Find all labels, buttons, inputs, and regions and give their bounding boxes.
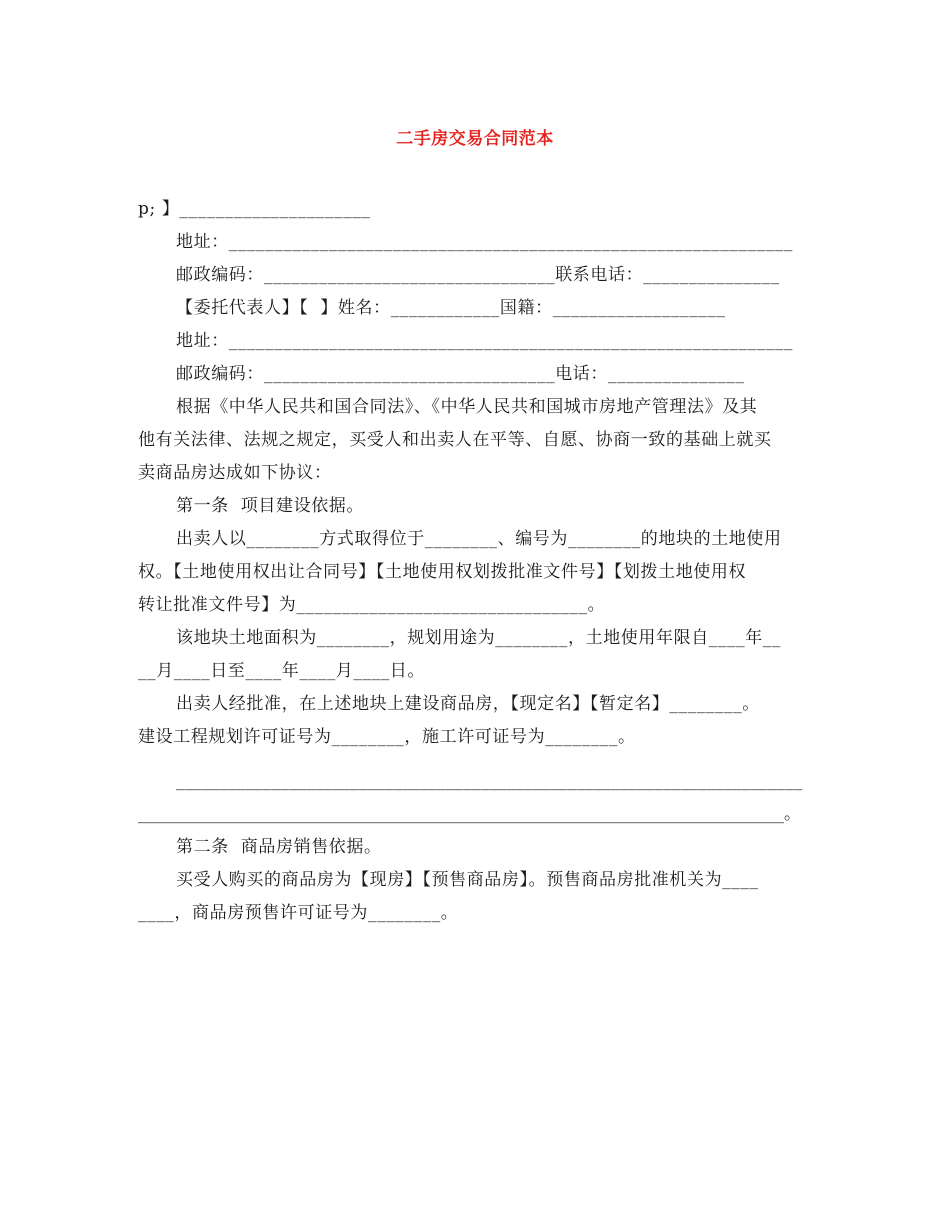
article-1-para-3-line-1: 出卖人经批准，在上述地块上建设商品房，【现定名】【暂定名】________。 bbox=[176, 694, 760, 714]
article-2-para-line-2: ____，商品房预售许可证号为________。 bbox=[138, 903, 459, 923]
preamble-line-2: 他有关法律、法规之规定，买受人和出卖人在平等、自愿、协商一致的基础上就买 bbox=[138, 430, 772, 450]
article-1-para-1-line-2: 权。【土地使用权出让合同号】【土地使用权划拨批准文件号】【划拨土地使用权 bbox=[138, 562, 747, 582]
address-line: 地址：______________________________________________________________ bbox=[176, 232, 793, 252]
blank-line-1: ________________________________________________________________________ bbox=[176, 771, 803, 791]
article-1-para-2-line-1: 该地块土地面积为________，规划用途为________，土地使用年限自____年__ bbox=[176, 628, 781, 648]
article-2-para-line-1: 买受人购买的商品房为【现房】【预售商品房】。预售商品房批准机关为____ bbox=[176, 870, 759, 890]
agent-postal-phone-line: 邮政编码：________________________________电话：_______________ bbox=[176, 364, 745, 384]
preamble-line-3: 卖商品房达成如下协议： bbox=[138, 463, 332, 483]
blank-line-2: ____________________________________________________________________________。 bbox=[138, 804, 801, 824]
article-1-para-3-line-2: 建设工程规划许可证号为________，施工许可证号为________。 bbox=[138, 727, 636, 747]
article-1-para-2-line-2: __月____日至____年____月____日。 bbox=[138, 661, 425, 681]
party-label-line: p; 】_____________________ bbox=[138, 199, 371, 219]
article-1-para-1-line-3: 转让批准文件号】为________________________________。 bbox=[138, 595, 606, 615]
postal-phone-line: 邮政编码：________________________________联系电话：_______________ bbox=[176, 265, 780, 285]
agent-name-nationality-line: 【委托代表人】【 】姓名：____________国籍：___________________ bbox=[176, 298, 726, 318]
agent-address-line: 地址：______________________________________________________________ bbox=[176, 331, 793, 351]
article-1-para-1-line-1: 出卖人以________方式取得位于________、编号为________的地块的土地使用 bbox=[176, 529, 782, 549]
article-2-heading: 第二条 商品房销售依据。 bbox=[176, 837, 382, 857]
article-1-heading: 第一条 项目建设依据。 bbox=[176, 496, 365, 516]
document-title: 二手房交易合同范本 bbox=[396, 129, 554, 149]
preamble-line-1: 根据《中华人民共和国合同法》、《中华人民共和国城市房地产管理法》及其 bbox=[176, 397, 758, 417]
